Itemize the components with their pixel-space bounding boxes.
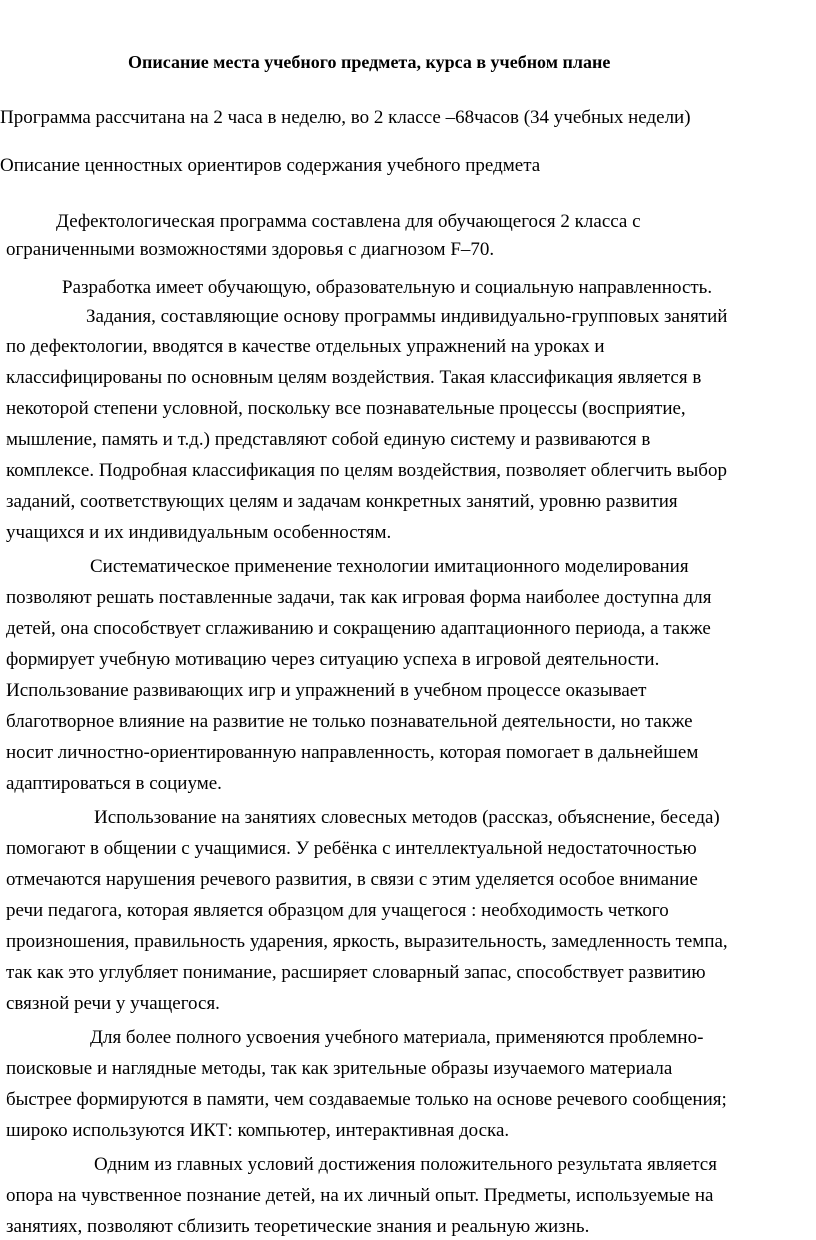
text-line: ограниченными возможностями здоровья с диагнозом F–70. (6, 239, 495, 260)
text-line: позволяют решать поставленные задачи, так как игровая форма наиболее доступна для (6, 587, 712, 608)
text-line: опора на чувственное познание детей, на их личный опыт. Предметы, используемые на (6, 1185, 714, 1206)
text-line: Для более полного усвоения учебного материала, применяются проблемно- (90, 1027, 704, 1048)
program-hours-line: Программа рассчитана на 2 часа в неделю, во 2 классе –68часов (34 учебных недели) (0, 107, 691, 128)
text-line: заданий, соответствующих целям и задачам конкретных занятий, уровню развития (6, 491, 678, 512)
text-line: учащихся и их индивидуальным особенностям. (6, 522, 392, 543)
text-line: Систематическое применение технологии имитационного моделирования (90, 556, 689, 577)
text-line: по дефектологии, вводятся в качестве отдельных упражнений на уроках и (6, 336, 605, 357)
text-line: Разработка имеет обучающую, образовательную и социальную направленность. (62, 277, 713, 298)
text-line: занятиях, позволяют сблизить теоретические знания и реальную жизнь. (6, 1216, 590, 1237)
text-line: Использование развивающих игр и упражнений в учебном процессе оказывает (6, 680, 647, 701)
text-line: носит личностно-ориентированную направленность, которая помогает в дальнейшем (6, 742, 699, 763)
text-line: речи педагога, которая является образцом для учащегося : необходимость четкого (6, 900, 669, 921)
text-line: классифицированы по основным целям воздействия. Такая классификация является в (6, 367, 702, 388)
text-line: формирует учебную мотивацию через ситуацию успеха в игровой деятельности. (6, 649, 660, 670)
section-subtitle: Описание ценностных ориентиров содержания учебного предмета (0, 155, 541, 176)
text-line: помогают в общении с учащимися. У ребёнка с интеллектуальной недостаточностью (6, 838, 697, 859)
text-line: Дефектологическая программа составлена для обучающегося 2 класса с (56, 211, 641, 232)
text-line: детей, она способствует сглаживанию и сокращению адаптационного периода, а также (6, 618, 711, 639)
text-line: быстрее формируются в памяти, чем создаваемые только на основе речевого сообщения; (6, 1089, 727, 1110)
text-line: так как это углубляет понимание, расширяет словарный запас, способствует развитию (6, 962, 706, 983)
text-line: комплексе. Подробная классификация по целям воздействия, позволяет облегчить выбор (6, 460, 727, 481)
text-line: некоторой степени условной, поскольку все познавательные процессы (восприятие, (6, 398, 686, 419)
text-line: Задания, составляющие основу программы индивидуально-групповых занятий (86, 306, 728, 327)
text-line: широко используются ИКТ: компьютер, интерактивная доска. (6, 1120, 510, 1141)
text-line: мышление, память и т.д.) представляют собой единую систему и развиваются в (6, 429, 651, 450)
text-line: отмечаются нарушения речевого развития, в связи с этим уделяется особое внимание (6, 869, 698, 890)
text-line: поисковые и наглядные методы, так как зрительные образы изучаемого материала (6, 1058, 673, 1079)
text-line: благотворное влияние на развитие не только познавательной деятельности, но также (6, 711, 693, 732)
text-line: связной речи у учащегося. (6, 993, 220, 1014)
text-line: адаптироваться в социуме. (6, 773, 222, 794)
text-line: произношения, правильность ударения, яркость, выразительность, замедленность темпа, (6, 931, 728, 952)
text-line: Использование на занятиях словесных методов (рассказ, объяснение, беседа) (94, 807, 720, 828)
document-title: Описание места учебного предмета, курса в учебном плане (128, 52, 611, 72)
text-line: Одним из главных условий достижения положительного результата является (94, 1154, 717, 1175)
